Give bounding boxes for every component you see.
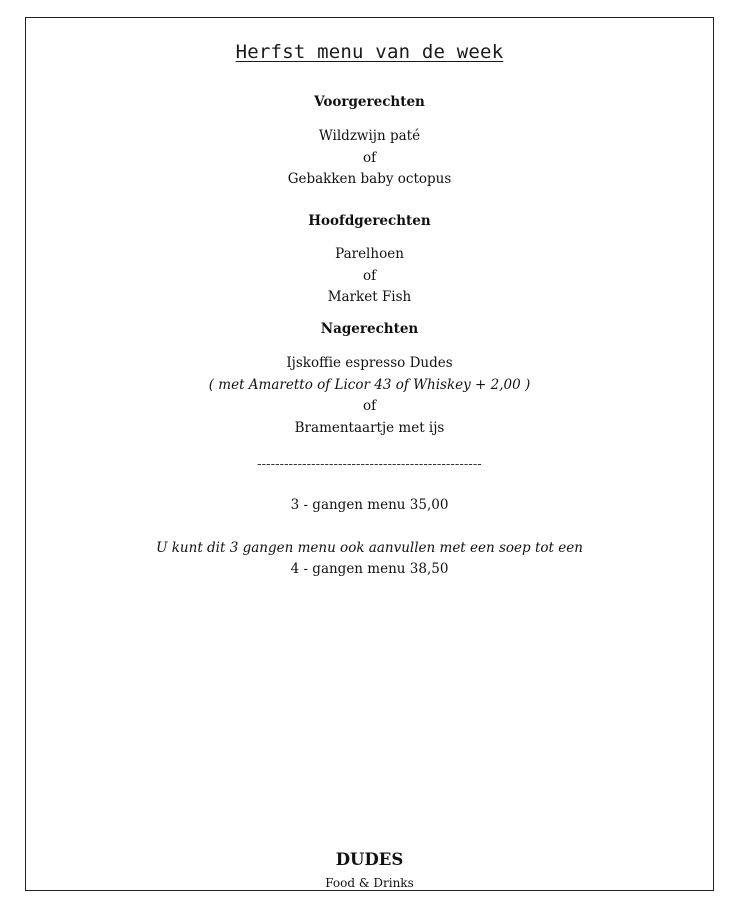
desserts-heading: Nagerechten xyxy=(320,321,419,337)
main-separator: of xyxy=(362,268,377,284)
dessert-separator: of xyxy=(362,398,377,414)
starter-separator: of xyxy=(362,150,377,166)
price-4-course: 4 - gangen menu 38,50 xyxy=(290,561,449,577)
main-item-1: Parelhoen xyxy=(335,246,404,262)
starter-item-2: Gebakken baby octopus xyxy=(287,171,452,187)
mains-heading: Hoofdgerechten xyxy=(308,213,431,229)
starter-item-1: Wildzwijn paté xyxy=(318,128,421,144)
main-item-2: Market Fish xyxy=(327,289,412,305)
soup-note: U kunt dit 3 gangen menu ook aanvullen met een soep tot een xyxy=(156,540,583,556)
menu-page xyxy=(25,17,714,891)
starters-heading: Voorgerechten xyxy=(314,94,425,110)
dessert-item-1: Ijskoffie espresso Dudes xyxy=(286,355,453,371)
menu-title: Herfst menu van de week xyxy=(235,41,504,63)
dessert-item-2: Bramentaartje met ijs xyxy=(294,420,445,436)
divider-line: -------------------------------------------------- xyxy=(257,457,482,472)
price-3-course: 3 - gangen menu 35,00 xyxy=(290,497,449,513)
brand-name: DUDES xyxy=(335,850,404,869)
brand-tagline: Food & Drinks xyxy=(325,876,414,890)
dessert-item-1-option: ( met Amaretto of Licor 43 of Whiskey + 2,00 ) xyxy=(208,377,531,393)
